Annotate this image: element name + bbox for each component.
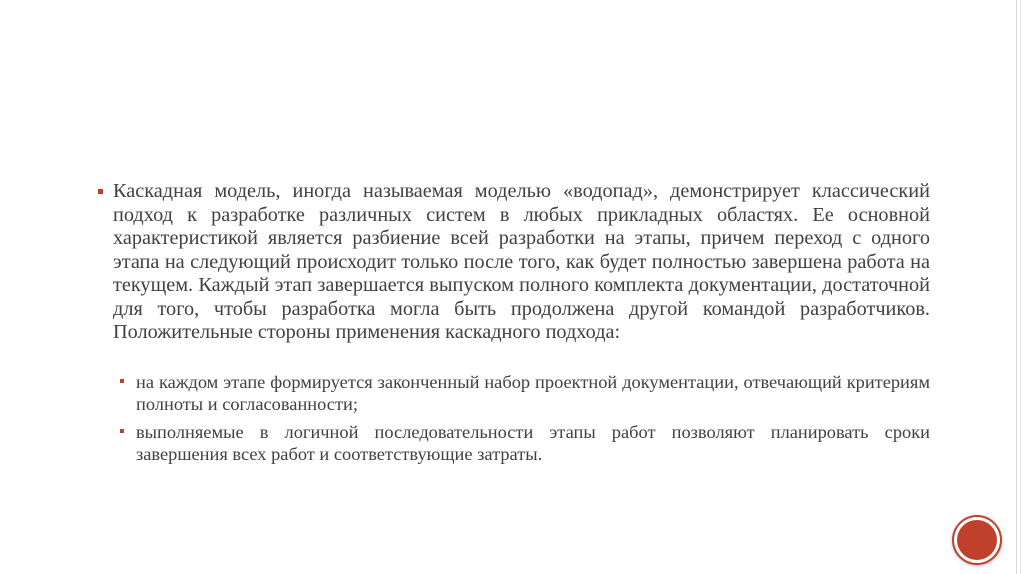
square-bullet-icon (98, 189, 103, 194)
slide-content (98, 180, 930, 471)
sub-bullet-text: на каждом этапе формируется законченный набор проектной документации, отвечающий критериям полноты и согласованности; (136, 371, 930, 414)
square-bullet-icon (120, 379, 124, 383)
main-paragraph: Каскадная модель, иногда называемая моделью «водопад», демонстрирует классический подход к разработке различных систем в любых прикладных областях. Ее основной характеристикой является разбиение всей разработки на этапы, причем переход с одного этапа на следующий происходит только после того, как будет полностью завершена работа на текущем. Каждый этап завершается выпуском полного комплекта документации, достаточной для того, чтобы разработка могла быть продолжена другой командой разработчиков. Положительные стороны применения каскадного подхода: (113, 180, 930, 343)
edge-line (1020, 0, 1021, 574)
sub-bullet-item (120, 421, 930, 465)
edge-line (1016, 0, 1017, 574)
main-bullet-item (98, 180, 930, 345)
page-number-badge (957, 520, 997, 560)
sub-bullet-list (98, 371, 930, 465)
sub-bullet-item (120, 371, 930, 415)
square-bullet-icon (120, 429, 124, 433)
sub-bullet-text: выполняемые в логичной последовательности этапы работ позволяют планировать сроки завершения всех работ и соответствующие затраты. (136, 421, 930, 464)
